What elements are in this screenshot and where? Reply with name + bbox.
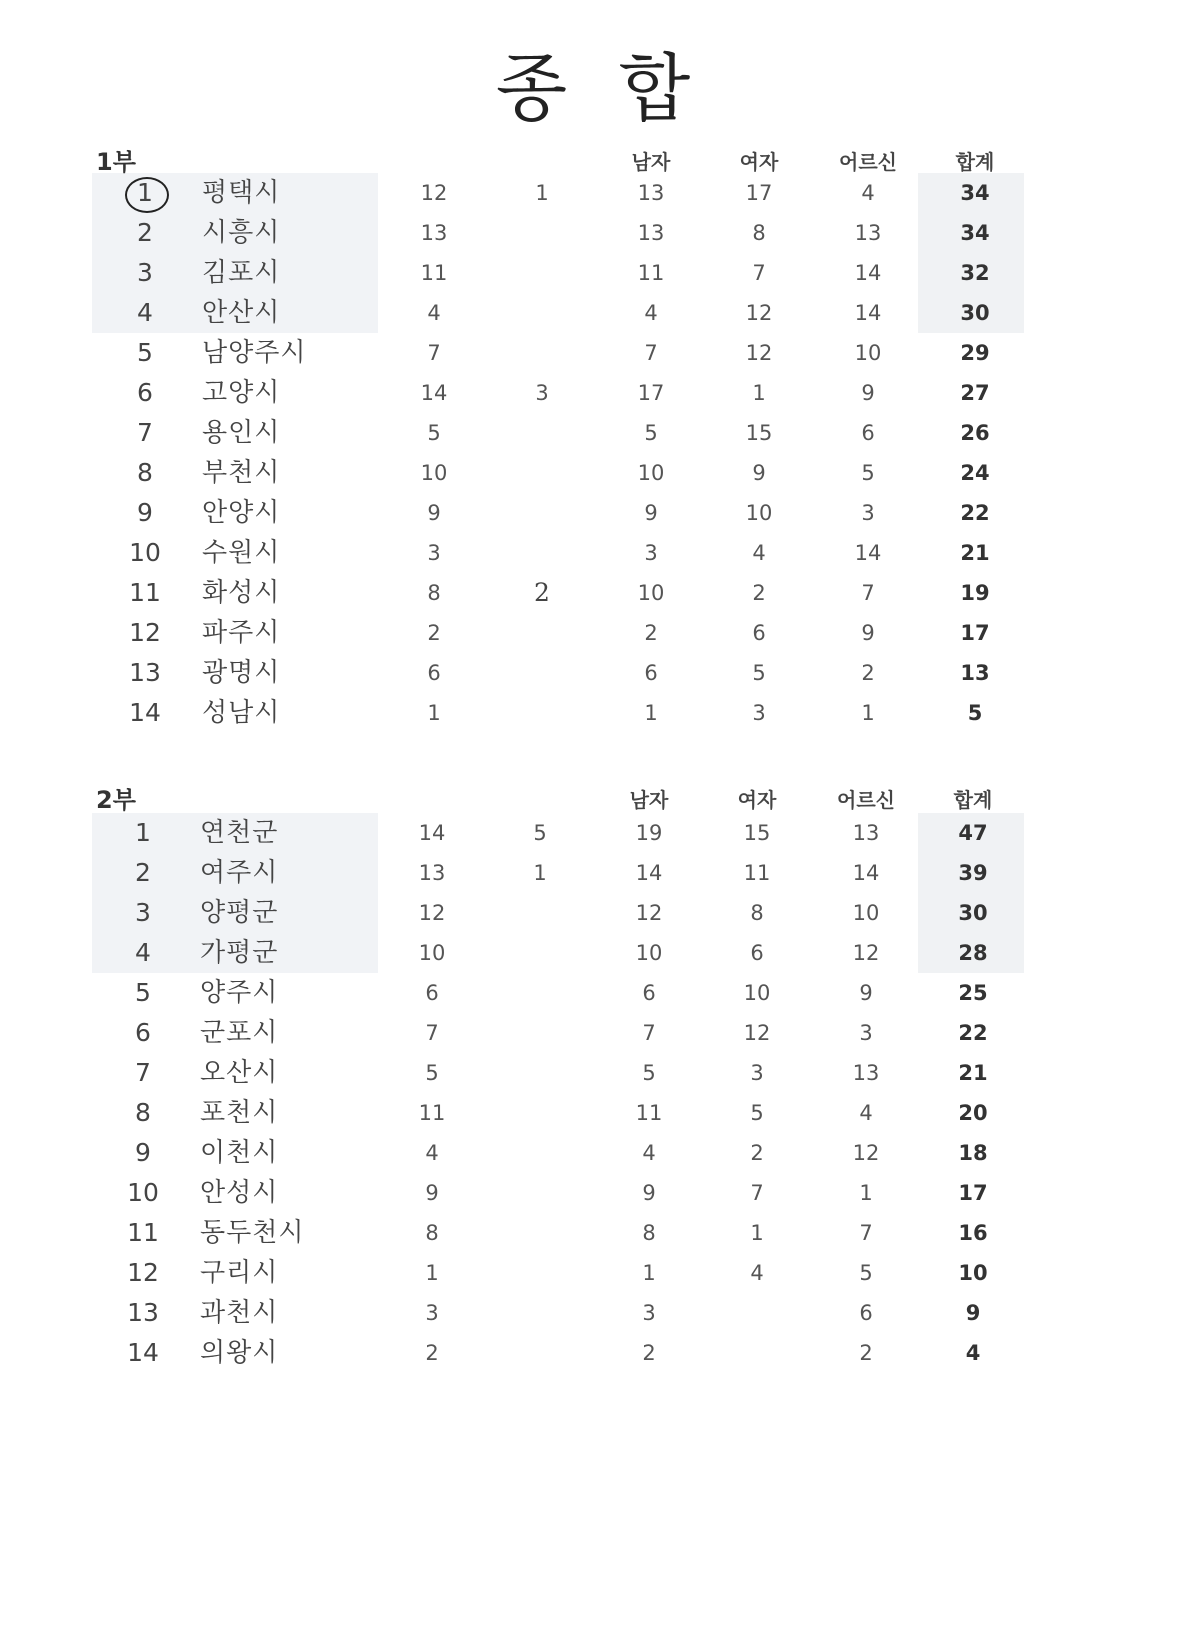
total-score: 39 [958,861,988,885]
rank-cell: 1 [137,178,153,207]
rank-cell: 4 [135,938,151,967]
male-score: 17 [637,381,665,405]
individual-score: 2 [427,621,441,645]
rank-cell: 8 [137,458,153,487]
individual-score: 10 [418,941,446,965]
city-name: 안산시 [202,298,281,328]
table-row [0,893,1200,933]
total-score: 13 [960,661,990,685]
senior-score: 9 [861,621,875,645]
table-row [0,293,1200,333]
male-score: 7 [642,1021,656,1045]
senior-score: 2 [861,661,875,685]
senior-score: 4 [859,1101,873,1125]
female-score: 10 [743,981,771,1005]
male-score: 1 [644,701,658,725]
female-score: 17 [745,181,773,205]
total-score: 22 [958,1021,988,1045]
male-score: 5 [644,421,658,445]
table-row [0,533,1200,573]
total-score: 22 [960,501,990,525]
total-score: 24 [960,461,990,485]
female-score: 2 [752,581,766,605]
total-score: 29 [960,341,990,365]
male-score: 10 [635,941,663,965]
senior-score: 9 [861,381,875,405]
male-score: 1 [642,1261,656,1285]
individual-score: 13 [420,221,448,245]
female-score: 7 [750,1181,764,1205]
rank-cell: 4 [137,298,153,327]
table-row [0,493,1200,533]
senior-score: 7 [861,581,875,605]
male-score: 11 [635,1101,663,1125]
table-row [0,213,1200,253]
city-name: 성남시 [202,698,281,728]
page-title: 종 합 [495,46,705,132]
female-score: 1 [752,381,766,405]
individual-score: 2 [425,1341,439,1365]
female-score: 11 [743,861,771,885]
header-female: 여자 [739,150,779,174]
rank-cell: 11 [129,578,161,607]
individual-score: 10 [420,461,448,485]
total-score: 28 [958,941,988,965]
female-score: 1 [750,1221,764,1245]
female-score: 7 [752,261,766,285]
city-name: 시흥시 [202,218,281,248]
table-row [0,1333,1200,1373]
city-name: 안성시 [200,1178,279,1208]
individual-score: 9 [427,501,441,525]
division-label: 1부 [96,148,136,176]
senior-score: 10 [854,341,882,365]
senior-score: 7 [859,1221,873,1245]
total-score: 20 [958,1101,988,1125]
bonus-score: 1 [535,181,549,205]
senior-score: 3 [859,1021,873,1045]
city-name: 고양시 [202,378,281,408]
city-name: 부천시 [202,458,281,488]
senior-score: 5 [859,1261,873,1285]
male-score: 19 [635,821,663,845]
male-score: 9 [642,1181,656,1205]
individual-score: 3 [427,541,441,565]
male-score: 9 [644,501,658,525]
individual-score: 4 [427,301,441,325]
male-score: 8 [642,1221,656,1245]
senior-score: 14 [854,301,882,325]
table-row [0,653,1200,693]
individual-score: 4 [425,1141,439,1165]
city-name: 파주시 [202,618,281,648]
rank-cell: 3 [135,898,151,927]
female-score: 8 [752,221,766,245]
individual-score: 11 [420,261,448,285]
rank-cell: 5 [137,338,153,367]
rank-cell: 1 [135,818,151,847]
male-score: 2 [642,1341,656,1365]
city-name: 군포시 [200,1018,279,1048]
rank-cell: 5 [135,978,151,1007]
male-score: 10 [637,581,665,605]
rank-cell: 8 [135,1098,151,1127]
rank-cell: 2 [137,218,153,247]
city-name: 양주시 [200,978,279,1008]
city-name: 광명시 [202,658,281,688]
individual-score: 14 [418,821,446,845]
rank-cell: 2 [135,858,151,887]
individual-score: 12 [420,181,448,205]
individual-score: 14 [420,381,448,405]
female-score: 8 [750,901,764,925]
city-name: 여주시 [200,858,279,888]
senior-score: 13 [854,221,882,245]
senior-score: 14 [854,261,882,285]
senior-score: 12 [852,1141,880,1165]
total-score: 4 [965,1341,981,1365]
male-score: 6 [644,661,658,685]
table-row [0,1293,1200,1333]
city-name: 과천시 [200,1298,279,1328]
table-row [0,1253,1200,1293]
male-score: 7 [644,341,658,365]
male-score: 5 [642,1061,656,1085]
city-name: 평택시 [202,178,281,208]
rank-cell: 13 [127,1298,159,1327]
total-score: 26 [960,421,990,445]
bonus-score: 5 [533,821,547,845]
female-score: 5 [752,661,766,685]
female-score: 2 [750,1141,764,1165]
city-name: 구리시 [200,1258,279,1288]
rank-cell: 10 [127,1178,159,1207]
table-row [0,1093,1200,1133]
total-score: 10 [958,1261,988,1285]
individual-score: 1 [425,1261,439,1285]
rank-cell: 12 [129,618,161,647]
male-score: 6 [642,981,656,1005]
senior-score: 6 [859,1301,873,1325]
rank-cell: 9 [135,1138,151,1167]
table-row [0,973,1200,1013]
header-male: 남자 [631,150,671,174]
female-score: 5 [750,1101,764,1125]
male-score: 2 [644,621,658,645]
senior-score: 13 [852,1061,880,1085]
male-score: 11 [637,261,665,285]
table-row [0,853,1200,893]
individual-score: 8 [425,1221,439,1245]
individual-score: 5 [427,421,441,445]
senior-score: 14 [852,861,880,885]
table-row [0,453,1200,493]
female-score: 12 [743,1021,771,1045]
city-name: 이천시 [200,1138,279,1168]
rank-cell: 9 [137,498,153,527]
senior-score: 3 [861,501,875,525]
senior-score: 6 [861,421,875,445]
city-name: 수원시 [202,538,281,568]
city-name: 용인시 [202,418,281,448]
total-score: 5 [967,701,983,725]
senior-score: 5 [861,461,875,485]
senior-score: 10 [852,901,880,925]
header-senior: 어르신 [839,150,897,174]
city-name: 남양주시 [202,338,307,368]
total-score: 47 [958,821,988,845]
individual-score: 1 [427,701,441,725]
senior-score: 1 [859,1181,873,1205]
header-senior: 어르신 [837,788,895,812]
total-score: 25 [958,981,988,1005]
senior-score: 14 [854,541,882,565]
header-total: 합계 [953,788,993,812]
individual-score: 8 [427,581,441,605]
female-score: 4 [752,541,766,565]
table-row [0,813,1200,853]
total-score: 30 [960,301,990,325]
table-row [0,253,1200,293]
bonus-score: 1 [533,861,547,885]
rank-cell: 11 [127,1218,159,1247]
male-score: 12 [635,901,663,925]
table-row [0,413,1200,453]
total-score: 17 [958,1181,988,1205]
table-row [0,933,1200,973]
total-score: 16 [958,1221,988,1245]
total-score: 18 [958,1141,988,1165]
female-score: 12 [745,341,773,365]
city-name: 연천군 [200,818,279,848]
rank-cell: 14 [129,698,161,727]
table-row [0,613,1200,653]
total-score: 17 [960,621,990,645]
senior-score: 1 [861,701,875,725]
male-score: 14 [635,861,663,885]
table-row [0,333,1200,373]
male-score: 10 [637,461,665,485]
individual-score: 3 [425,1301,439,1325]
total-score: 9 [965,1301,981,1325]
bonus-score: 3 [535,381,549,405]
female-score: 3 [752,701,766,725]
rank-cell: 13 [129,658,161,687]
rank-cell: 12 [127,1258,159,1287]
female-score: 6 [752,621,766,645]
total-score: 30 [958,901,988,925]
table-row [0,1053,1200,1093]
male-score: 3 [642,1301,656,1325]
total-score: 34 [960,181,990,205]
male-score: 13 [637,181,665,205]
senior-score: 4 [861,181,875,205]
individual-score: 7 [427,341,441,365]
male-score: 3 [644,541,658,565]
header-total: 합계 [955,150,995,174]
total-score: 21 [958,1061,988,1085]
total-score: 27 [960,381,990,405]
city-name: 김포시 [202,258,281,288]
male-score: 4 [644,301,658,325]
female-score: 3 [750,1061,764,1085]
female-score: 6 [750,941,764,965]
city-name: 가평군 [200,938,279,968]
total-score: 34 [960,221,990,245]
female-score: 15 [745,421,773,445]
individual-score: 6 [425,981,439,1005]
male-score: 4 [642,1141,656,1165]
table-row [0,1133,1200,1173]
table-row [0,373,1200,413]
senior-score: 9 [859,981,873,1005]
city-name: 오산시 [200,1058,279,1088]
female-score: 12 [745,301,773,325]
city-name: 동두천시 [200,1218,305,1248]
division-label: 2부 [96,786,136,814]
individual-score: 9 [425,1181,439,1205]
individual-score: 12 [418,901,446,925]
total-score: 19 [960,581,990,605]
header-male: 남자 [629,788,669,812]
city-name: 안양시 [202,498,281,528]
individual-score: 6 [427,661,441,685]
rank-cell: 6 [135,1018,151,1047]
table-row [0,1213,1200,1253]
rank-cell: 10 [129,538,161,567]
senior-score: 2 [859,1341,873,1365]
individual-score: 13 [418,861,446,885]
city-name: 양평군 [200,898,279,928]
total-score: 32 [960,261,990,285]
rank-cell: 7 [137,418,153,447]
table-row [0,693,1200,733]
female-score: 9 [752,461,766,485]
female-score: 10 [745,501,773,525]
individual-score: 5 [425,1061,439,1085]
individual-score: 7 [425,1021,439,1045]
city-name: 포천시 [200,1098,279,1128]
header-female: 여자 [737,788,777,812]
table-row [0,573,1200,613]
senior-score: 13 [852,821,880,845]
table-row [0,1173,1200,1213]
senior-score: 12 [852,941,880,965]
female-score: 4 [750,1261,764,1285]
total-score: 21 [960,541,990,565]
rank-cell: 6 [137,378,153,407]
rank-cell: 14 [127,1338,159,1367]
table-row [0,173,1200,213]
male-score: 13 [637,221,665,245]
female-score: 15 [743,821,771,845]
city-name: 의왕시 [200,1338,279,1368]
rank-cell: 3 [137,258,153,287]
city-name: 화성시 [202,578,281,608]
table-row [0,1013,1200,1053]
bonus-score: 2 [534,578,550,607]
individual-score: 11 [418,1101,446,1125]
rank-cell: 7 [135,1058,151,1087]
